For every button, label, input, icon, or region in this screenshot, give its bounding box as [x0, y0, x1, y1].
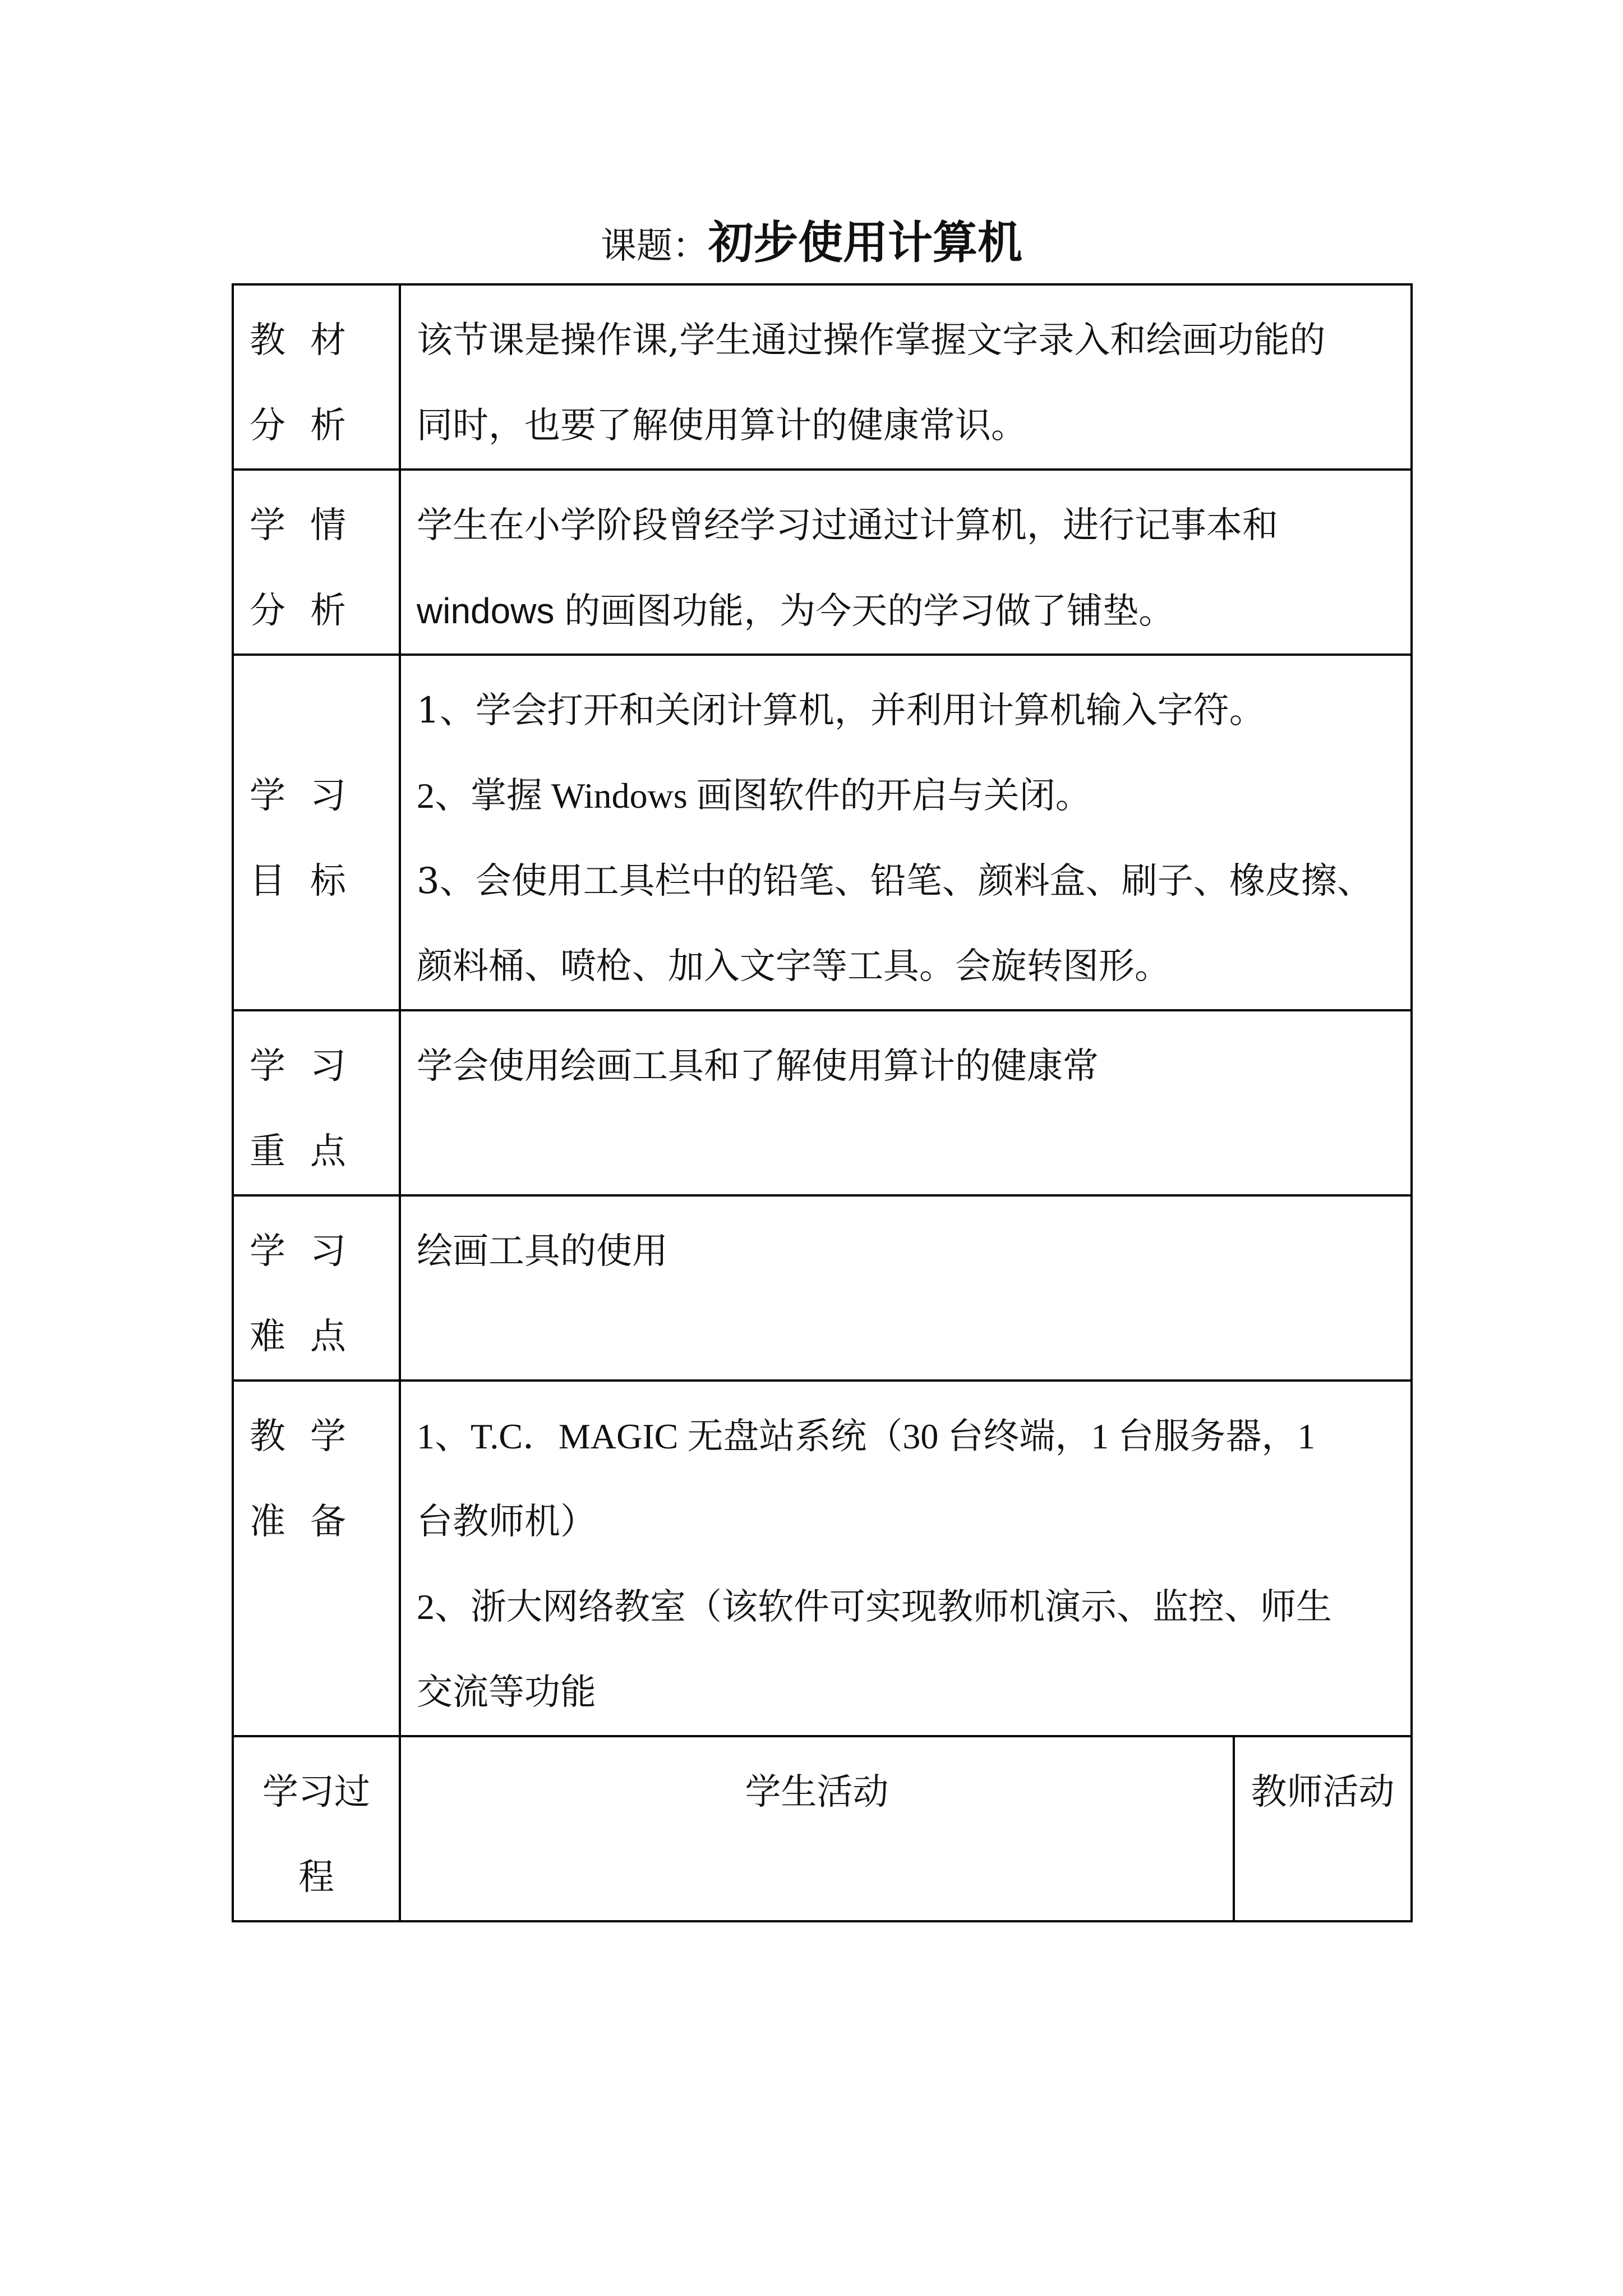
row-label-learning-goals: 学习目标: [233, 655, 400, 1010]
table-row: [233, 470, 1412, 655]
row-label-material-analysis: 教材分析: [233, 284, 400, 470]
row-content-teaching-preparation: [400, 1381, 1412, 1736]
content-line: 1、学会打开和关闭计算机，并利用计算机输入字符。: [417, 690, 1265, 731]
table-row: [233, 1736, 1412, 1921]
content-line: 该节课是操作课,学生通过操作掌握文字录入和绘画功能的: [417, 320, 1326, 361]
content-line: windows 的画图功能，为今天的学习做了铺垫。: [417, 591, 1175, 631]
row-label-student-analysis: 学情分析: [233, 470, 400, 655]
row-content-learning-goals: [400, 655, 1412, 1010]
table-row: [233, 1010, 1412, 1195]
title-prefix: 课题：: [601, 226, 708, 267]
table-row: [233, 284, 1412, 470]
content-line: 台教师机）: [417, 1502, 596, 1542]
title-main: 初步使用计算机: [708, 216, 1022, 269]
page-title: [0, 203, 1623, 282]
content-line: 学会使用绘画工具和了解使用算计的健康常: [417, 1046, 1099, 1087]
table-row: [233, 1381, 1412, 1736]
row-content-difficult-points: [400, 1195, 1412, 1381]
content-line: 颜料桶、喷枪、加入文字等工具。会旋转图形。: [417, 946, 1170, 987]
lesson-plan-table: [232, 283, 1413, 1922]
header-student-activity: 学生活动: [400, 1736, 1234, 1921]
content-line: 1、T.C．MAGIC 无盘站系统（30 台终端，1 台服务器，1: [417, 1416, 1316, 1456]
content-line: 2、掌握 Windows 画图软件的开启与关闭。: [417, 776, 1091, 816]
content-line: 3、会使用工具栏中的铅笔、铅笔、颜料盒、刷子、橡皮擦、: [417, 861, 1373, 902]
table-row: [233, 1195, 1412, 1381]
row-label-difficult-points: 学习难点: [233, 1195, 400, 1381]
header-teacher-activity: 教师活动: [1234, 1736, 1412, 1921]
content-line: 交流等功能: [417, 1672, 596, 1712]
content-line: 学生在小学阶段曾经学习过通过计算机，进行记事本和: [417, 505, 1278, 546]
header-learning-process: 学习过程: [233, 1736, 400, 1921]
row-content-material-analysis: [400, 284, 1412, 470]
table-row: [233, 655, 1412, 1010]
content-line: 2、浙大网络教室（该软件可实现教师机演示、监控、师生: [417, 1587, 1332, 1627]
row-label-teaching-preparation: 教学准备: [233, 1381, 400, 1736]
row-label-key-points: 学习重点: [233, 1010, 400, 1195]
row-content-key-points: [400, 1010, 1412, 1195]
content-line: 绘画工具的使用: [417, 1231, 668, 1272]
row-content-student-analysis: [400, 470, 1412, 655]
content-line: 同时，也要了解使用算计的健康常识。: [417, 405, 1027, 447]
